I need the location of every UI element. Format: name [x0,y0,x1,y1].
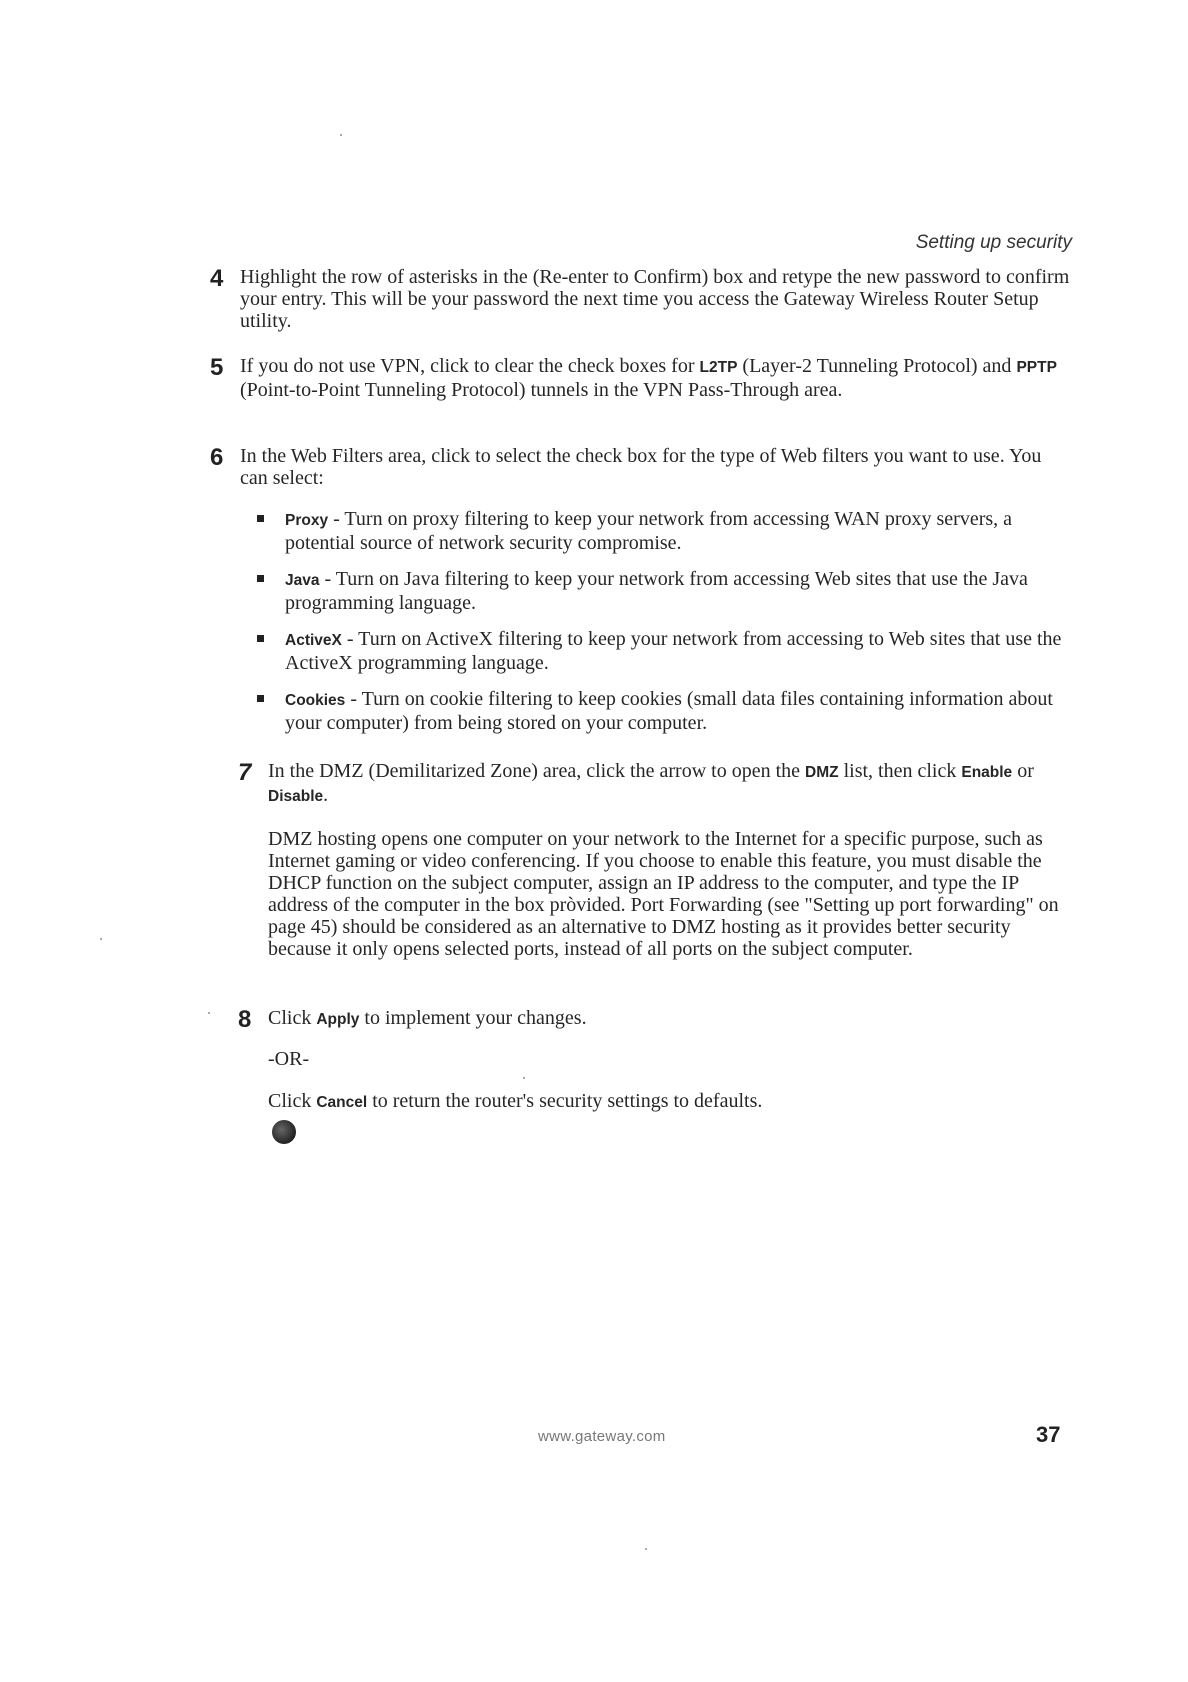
end-of-section-icon [272,1120,296,1144]
enable-option-label: Enable [961,764,1013,781]
scan-speck [523,1077,525,1079]
scan-speck [100,938,102,940]
bullet-icon [257,695,264,702]
step-text: In the DMZ (Demilitarized Zone) area, click the arrow to open the DMZ list, then click Enable or Disable. [268,760,1034,806]
bullet-icon [257,515,264,522]
step-text: Click Apply to implement your changes. [268,1007,587,1029]
step-number: 8 [238,1006,252,1033]
step-text: In the Web Filters area, click to select the check box for the type of Web filters you want to use. You can select: [240,445,1042,489]
step-5 [210,354,1070,401]
filter-label: Java [285,572,320,589]
footer-url: www.gateway.com [538,1428,666,1445]
step-8 [238,1006,1068,1033]
dmz-list-label: DMZ [805,764,839,781]
scan-speck [208,1012,210,1014]
step-text: Highlight the row of asterisks in the (Re-enter to Confirm) box and retype the new password to confirm your entry. This will be your password the next time you access the Gateway Wireless Router Setup utility. [240,266,1070,332]
cancel-button-label: Cancel [316,1094,368,1111]
step-number: 6 [210,444,224,471]
list-item: Cookies - Turn on cookie filtering to keep cookies (small data files containing information about your computer) from being stored on your computer. [285,688,1075,734]
l2tp-option-label: L2TP [699,359,738,376]
or-separator: -OR- [268,1048,310,1070]
dmz-explanation: DMZ hosting opens one computer on your network to the Internet for a specific purpose, such as Internet gaming or video conferencing. If you choose to enable this feature, you must disable the DHCP function on the subject computer, assign an IP address to the computer, and type the IP address of the computer in the box pròvided. Port Forwarding (see "Setting up port forwarding" on page 45) should be considered as an alternative to DMZ hosting as it provides better security because it only opens selected ports, instead of all ports on the subject computer. [268,828,1059,960]
step-number: 4 [210,265,224,292]
step-text: If you do not use VPN, click to clear the check boxes for L2TP (Layer-2 Tunneling Protocol) and PPTP (Point-to-Point Tunneling Protocol) tunnels in the VPN Pass-Through area. [240,355,1057,401]
page-number: 37 [1036,1422,1061,1447]
step-number: 5 [210,354,224,381]
pptp-option-label: PPTP [1016,359,1057,376]
disable-option-label: Disable [268,788,324,805]
scan-speck [645,1548,647,1550]
list-item: Proxy - Turn on proxy filtering to keep your network from accessing WAN proxy servers, a potential source of network security compromise. [285,508,1075,554]
filter-label: Cookies [285,692,346,709]
cancel-instruction: Click Cancel to return the router's security settings to defaults. [268,1090,763,1112]
bullet-icon [257,575,264,582]
list-item: Java - Turn on Java filtering to keep your network from accessing Web sites that use the Java programming language. [285,568,1075,614]
step-number: 7 [238,759,252,786]
step-7 [238,759,1068,808]
step-4 [210,265,1070,332]
filter-label: Proxy [285,512,329,529]
scan-speck [340,134,342,136]
step-6 [210,444,1070,489]
bullet-icon [257,635,264,642]
list-item: ActiveX - Turn on ActiveX filtering to keep your network from accessing to Web sites that use the ActiveX programming language. [285,628,1075,674]
apply-button-label: Apply [316,1011,360,1028]
running-header: Setting up security [915,232,1072,253]
filter-label: ActiveX [285,632,342,649]
